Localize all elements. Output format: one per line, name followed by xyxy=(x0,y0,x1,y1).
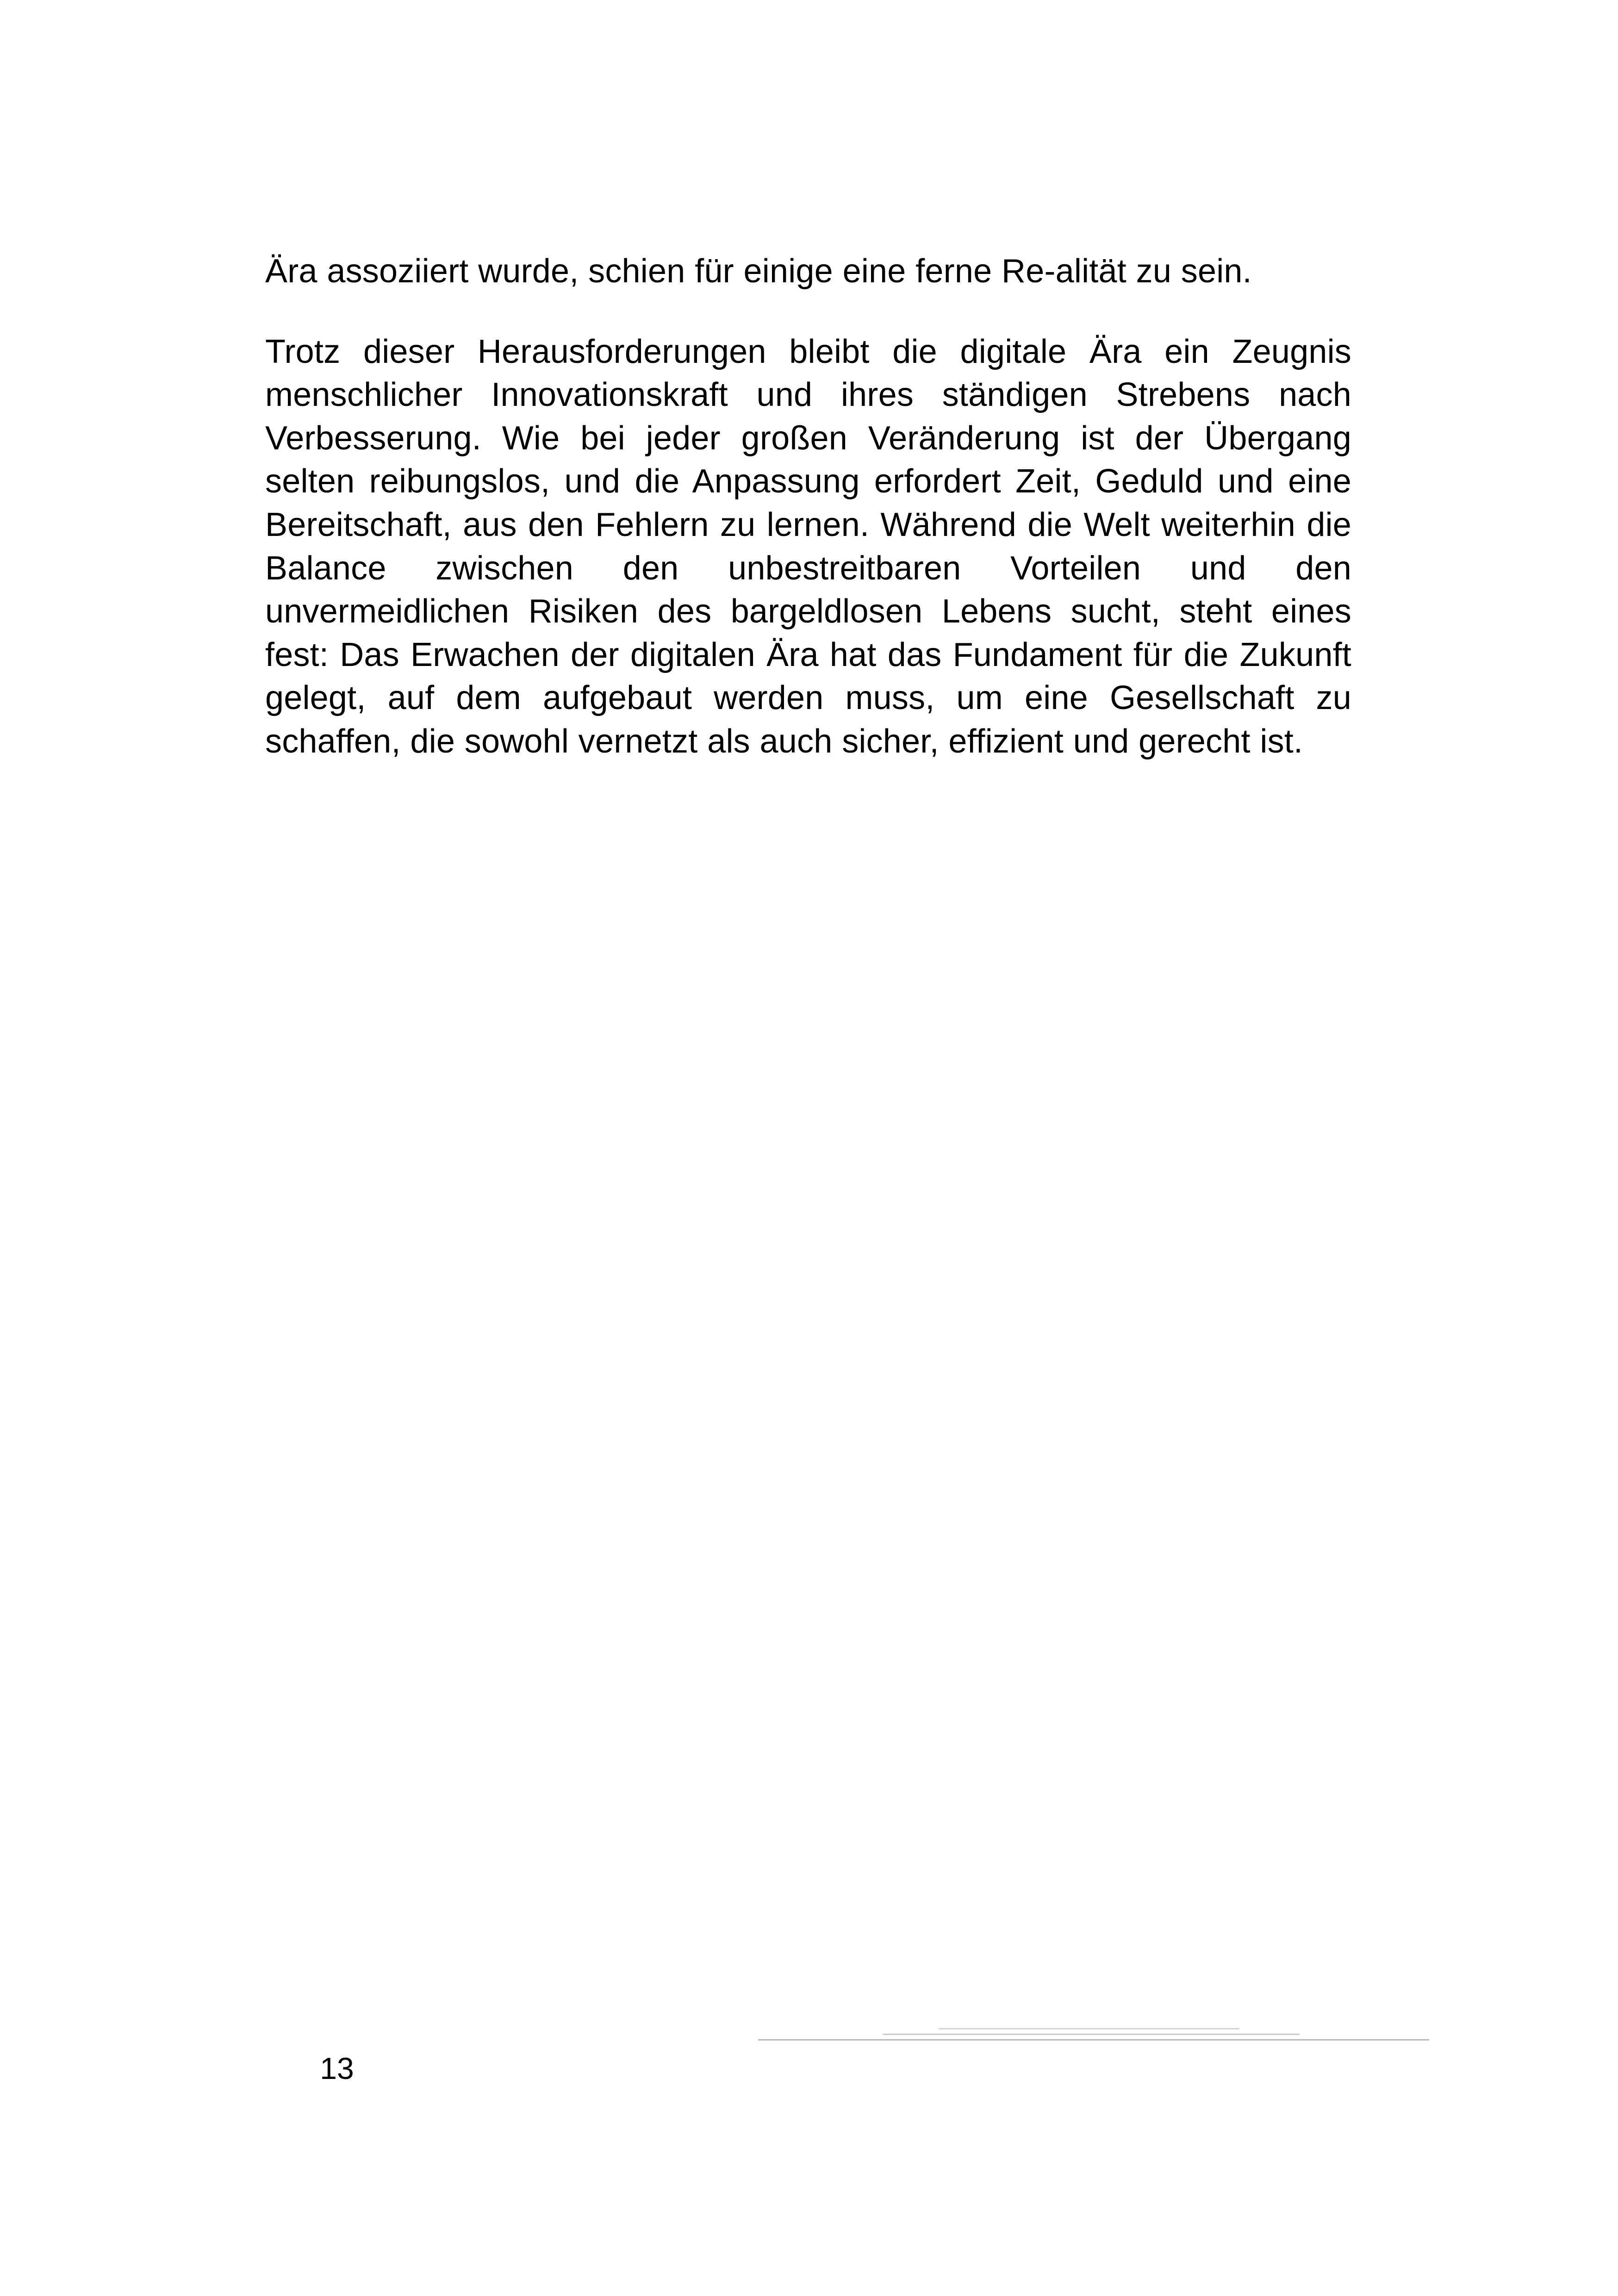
page-footer xyxy=(0,2027,1618,2043)
footer-divider-line-1 xyxy=(758,2039,1429,2041)
paragraph-continuation: Ära assoziiert wurde, schien für einige eine ferne Re-alität zu sein. xyxy=(265,253,1252,290)
footer-divider-line-2 xyxy=(883,2034,1300,2035)
footer-rule-group xyxy=(758,2027,1438,2043)
paragraph-main: Trotz dieser Herausforderungen bleibt die digitale Ära ein Zeugnis menschlicher Innovationskraft und ihres ständigen Strebens nach Verbesserung. Wie bei jeder großen Veränderung ist der Übergang selten reibungslos, und die Anpassung erfordert Zeit, Geduld und eine Bereitschaft, aus den Fehlern zu lernen. Während die Welt weiterhin die Balance zwischen den unbestreitbaren Vorteilen und den unvermeidlichen Risiken des bargeldlosen Lebens sucht, steht eines fest: Das Erwachen der digitalen Ära hat das Fundament für die Zukunft gelegt, auf dem aufgebaut werden muss, um eine Gesellschaft zu schaffen, die sowohl vernetzt als auch sicher, effizient und gerecht ist. xyxy=(265,333,1351,760)
page-number-value: 13 xyxy=(320,2051,354,2085)
page-number xyxy=(0,2050,1618,2087)
body-text-column xyxy=(265,250,1351,764)
footer-divider-line-3 xyxy=(939,2028,1239,2029)
